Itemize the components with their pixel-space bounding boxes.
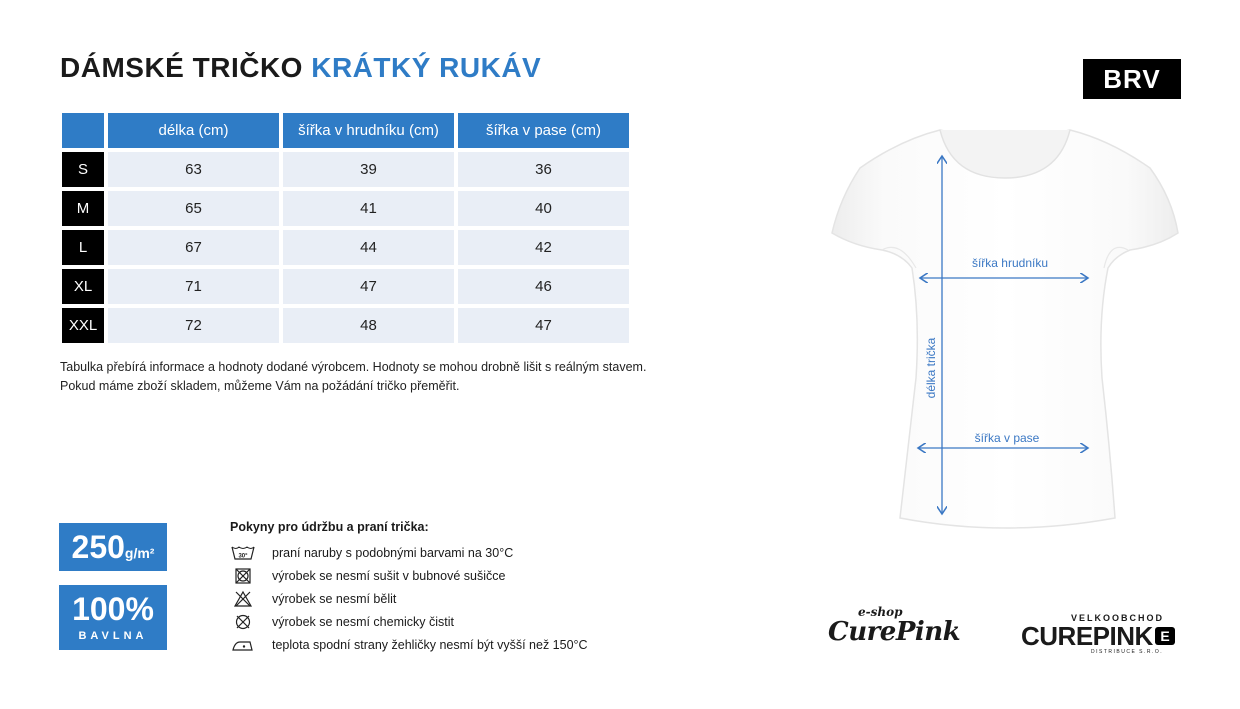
size-table bbox=[58, 109, 633, 347]
wholesale-logo-top: VELKOOBCHOD bbox=[1071, 613, 1165, 623]
wholesale-logo-main: CUREPINK bbox=[1021, 621, 1153, 651]
chest-cell: 44 bbox=[283, 230, 454, 265]
wholesale-logo-box: E bbox=[1155, 627, 1175, 645]
eshop-logo-top: e-shop bbox=[858, 605, 903, 619]
eshop-logo bbox=[828, 605, 960, 645]
material-label: BAVLNA bbox=[78, 630, 148, 642]
chest-cell: 41 bbox=[283, 191, 454, 226]
no-bleach-icon bbox=[230, 590, 256, 608]
title-main: DÁMSKÉ TRIČKO bbox=[60, 52, 303, 83]
header-length: délka (cm) bbox=[108, 113, 279, 148]
care-item bbox=[230, 610, 588, 633]
waist-cell: 40 bbox=[458, 191, 629, 226]
chest-cell: 48 bbox=[283, 308, 454, 343]
table-row bbox=[62, 230, 629, 265]
table-corner-cell bbox=[62, 113, 104, 148]
chest-cell: 47 bbox=[283, 269, 454, 304]
size-label: S bbox=[62, 152, 104, 187]
eshop-logo-main: CurePink bbox=[828, 617, 961, 647]
care-item bbox=[230, 541, 588, 564]
table-row bbox=[62, 191, 629, 226]
header-chest-width: šířka v hrudníku (cm) bbox=[283, 113, 454, 148]
page-title bbox=[60, 52, 541, 84]
table-note bbox=[60, 358, 646, 396]
iron-low-icon bbox=[230, 636, 256, 654]
care-item-text: praní naruby s podobnými barvami na 30°C bbox=[272, 545, 514, 560]
table-header-row bbox=[62, 113, 629, 148]
table-row bbox=[62, 308, 629, 343]
table-row bbox=[62, 269, 629, 304]
table-row bbox=[62, 152, 629, 187]
care-title: Pokyny pro údržbu a praní trička: bbox=[230, 520, 429, 534]
tshirt-diagram bbox=[820, 118, 1190, 543]
waist-cell: 42 bbox=[458, 230, 629, 265]
care-item-text: výrobek se nesmí sušit v bubnové sušičce bbox=[272, 568, 506, 583]
size-label: L bbox=[62, 230, 104, 265]
material-percent: 100% bbox=[72, 591, 154, 627]
title-accent: KRÁTKÝ RUKÁV bbox=[311, 52, 542, 83]
waist-cell: 36 bbox=[458, 152, 629, 187]
length-cell: 67 bbox=[108, 230, 279, 265]
no-dry-clean-icon bbox=[230, 613, 256, 631]
care-item bbox=[230, 587, 588, 610]
waist-cell: 47 bbox=[458, 308, 629, 343]
material-badge bbox=[59, 585, 167, 650]
chest-cell: 39 bbox=[283, 152, 454, 187]
wash-30-icon bbox=[230, 544, 256, 562]
care-item bbox=[230, 564, 588, 587]
size-label: M bbox=[62, 191, 104, 226]
care-item-text: výrobek se nesmí chemicky čistit bbox=[272, 614, 454, 629]
tshirt-shape bbox=[832, 130, 1178, 528]
waist-label: šířka v pase bbox=[974, 431, 1040, 445]
length-cell: 72 bbox=[108, 308, 279, 343]
length-cell: 65 bbox=[108, 191, 279, 226]
care-instructions bbox=[230, 520, 588, 656]
fabric-weight-unit: g/m² bbox=[124, 545, 155, 561]
size-label: XL bbox=[62, 269, 104, 304]
no-tumble-dry-icon bbox=[230, 567, 256, 585]
wash-temp-text: 30° bbox=[238, 553, 248, 559]
length-cell: 71 bbox=[108, 269, 279, 304]
note-line-2: Pokud máme zboží skladem, můžeme Vám na požádání tričko přeměřit. bbox=[60, 379, 460, 393]
note-line-1: Tabulka přebírá informace a hodnoty dodané výrobcem. Hodnoty se mohou drobně lišit s reálným stavem. bbox=[60, 360, 647, 374]
wholesale-logo bbox=[1021, 613, 1175, 655]
length-label: délka trička bbox=[924, 337, 938, 399]
header-waist-width: šířka v pase (cm) bbox=[458, 113, 629, 148]
product-code-badge: BRV bbox=[1083, 59, 1181, 99]
waist-cell: 46 bbox=[458, 269, 629, 304]
length-cell: 63 bbox=[108, 152, 279, 187]
care-item bbox=[230, 633, 588, 656]
fabric-weight-badge bbox=[59, 523, 167, 571]
care-item-text: výrobek se nesmí bělit bbox=[272, 591, 397, 606]
wholesale-logo-sub: DISTRIBUCE S.R.O. bbox=[1091, 649, 1164, 655]
wholesale-logo-main-row bbox=[1021, 623, 1175, 649]
size-label: XXL bbox=[62, 308, 104, 343]
chest-label: šířka hrudníku bbox=[971, 256, 1049, 270]
fabric-weight-value: 250 bbox=[71, 529, 125, 565]
care-item-text: teplota spodní strany žehličky nesmí být vyšší než 150°C bbox=[272, 637, 588, 652]
